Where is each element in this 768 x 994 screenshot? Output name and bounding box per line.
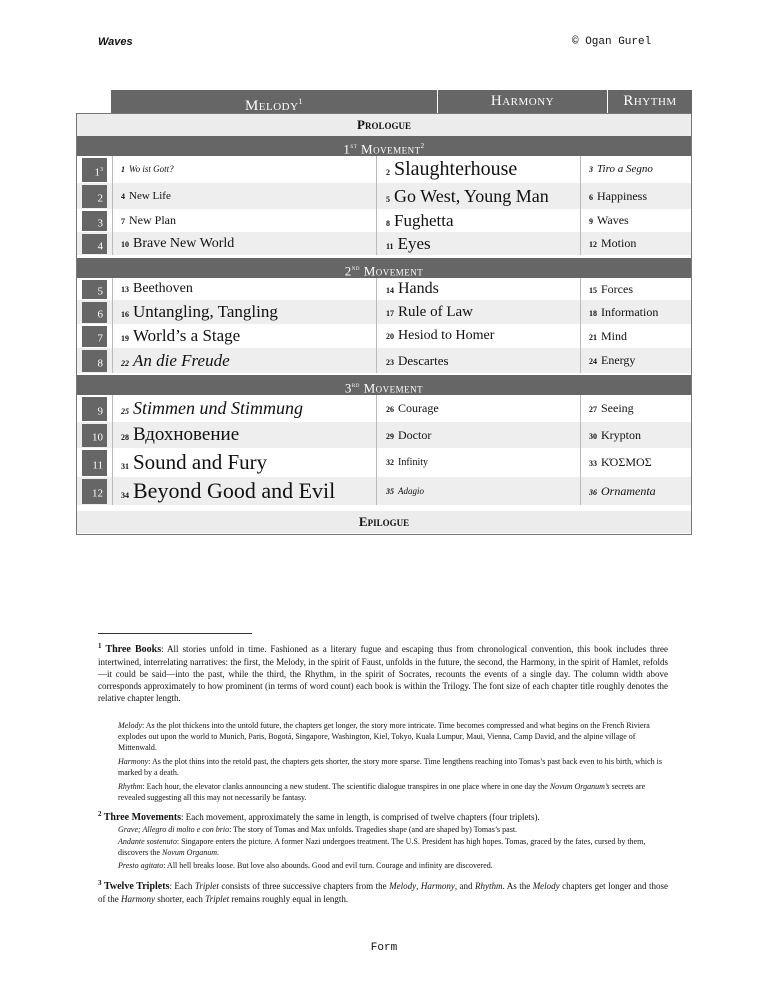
harmony-chapter: 11 Eyes xyxy=(386,234,431,253)
table-body xyxy=(76,113,692,535)
column-divider xyxy=(580,156,581,255)
melody-chapter: 22 An die Freude xyxy=(121,351,230,370)
triplet-number: $1^3$ xyxy=(82,158,107,182)
column-header-rhythm: Rhythm xyxy=(623,93,677,109)
rhythm-chapter: 24 Energy xyxy=(589,353,636,367)
movement-band-1: 1st Movement$^2$ xyxy=(77,136,691,156)
column-header-harmony: Harmony xyxy=(490,93,555,109)
table-row xyxy=(77,324,691,348)
triplet-number: 12 xyxy=(82,479,107,504)
triplet-number: 9 xyxy=(82,397,107,421)
chapter-table xyxy=(76,88,692,534)
column-divider xyxy=(112,395,113,505)
harmony-chapter: 26 Courage xyxy=(386,401,439,415)
rhythm-chapter: 21 Mind xyxy=(589,329,628,343)
triplet-number: 3 xyxy=(82,211,107,231)
table-row xyxy=(77,395,691,422)
column-header-melody: Melody$^1$ xyxy=(244,97,304,114)
melody-chapter: 1 Wo ist Gott? xyxy=(121,164,174,174)
table-row xyxy=(77,422,691,448)
epilogue-band: Epilogue xyxy=(77,511,691,533)
table-row xyxy=(77,183,691,209)
melody-chapter: 7 New Plan xyxy=(121,213,176,227)
melody-chapter: 25 Stimmen und Stimmung xyxy=(121,398,303,418)
rhythm-chapter: 33 ΚΌΣΜΟΣ xyxy=(589,455,652,469)
rhythm-chapter: 9 Waves xyxy=(589,213,629,227)
column-divider xyxy=(376,278,377,373)
harmony-chapter: 35 Adagio xyxy=(386,486,424,496)
column-divider xyxy=(580,395,581,505)
triplet-number: 2 xyxy=(82,185,107,208)
triplet-number: 6 xyxy=(82,302,107,323)
table-row xyxy=(77,348,691,373)
table-row xyxy=(77,156,691,183)
column-header-bar xyxy=(111,90,692,113)
table-row xyxy=(77,448,691,477)
melody-chapter: 10 Brave New World xyxy=(121,236,235,251)
rhythm-chapter: 18 Information xyxy=(589,305,659,319)
rhythm-chapter: 27 Seeing xyxy=(589,401,634,415)
footnote-3: $^3$ Twelve Triplets: Each Triplet consists of three successive chapters from the Melody, Harmony, and Rhythm. As the Melody chapters get longer and those of the Harmony shorter, each Triplet remains roughly equal in length. xyxy=(98,879,668,904)
running-header-title: Waves xyxy=(98,36,133,48)
table-row xyxy=(77,278,691,300)
table-row xyxy=(77,300,691,324)
rhythm-chapter: 15 Forces xyxy=(589,282,633,296)
harmony-chapter: 2 Slaughterhouse xyxy=(386,158,518,180)
column-divider xyxy=(580,278,581,373)
triplet-number: 11 xyxy=(82,450,107,476)
rhythm-chapter: 12 Motion xyxy=(589,236,637,250)
table-row xyxy=(77,209,691,232)
column-divider xyxy=(112,278,113,373)
footnote-2-line3: Presto agitato: All hell breaks loose. But love also abounds. Good and evil turn. Courage and infinity are discovered. xyxy=(118,861,493,870)
footnote-rule xyxy=(98,633,252,634)
harmony-chapter: 14 Hands xyxy=(386,280,439,297)
rhythm-chapter: 6 Happiness xyxy=(589,189,647,203)
running-header-copyright: © Ogan Gurel xyxy=(572,36,652,48)
harmony-chapter: 23 Descartes xyxy=(386,353,449,368)
page-footer: Form xyxy=(370,942,398,954)
melody-chapter: 16 Untangling, Tangling xyxy=(121,302,278,321)
footnote-1-melody: Melody: As the plot thickens into the untold future, the chapters get longer, the story more intricate. Time becomes compressed and what begins on the French Riviera explodes out upon the world to Munich, Paris, Bogotá, Singapore, Washington, Kiel, Tokyo, Kuala Lumpur, Maui, Vienna, Camp David, and the alpine village of Mittenwald. xyxy=(118,721,650,752)
footnote-1: $^1$ Three Books: All stories unfold in time. Fashioned as a literary fugue and escaping thus from chronological convention, this book includes three intertwined, interrelating narratives: the first, the Melody, in the spirit of Faust, unfolds in the future, the second, the Harmony, in the spirit of Hamlet, refolds—it could be said—into the past, while the third, the Rhythm, in the spirit of Socrates, recounts the events of a single day. The column width above corresponds approximately to how prominent (in terms of word count) each book is within the Trilogy. The font size of each chapter title roughly denotes the relative chapter length. xyxy=(98,642,669,703)
melody-chapter: 28 Вдохновение xyxy=(121,424,240,445)
table-row xyxy=(77,477,691,505)
harmony-chapter: 8 Fughetta xyxy=(386,211,454,230)
melody-chapter: 4 New Life xyxy=(121,190,171,202)
triplet-number: 8 xyxy=(82,350,107,372)
rhythm-chapter: 30 Krypton xyxy=(589,428,641,442)
movement-band-3: 3rd Movement xyxy=(77,375,691,395)
footnote-2: $^2$ Three Movements: Each movement, approximately the same in length, is comprised of twelve chapters (four triplets). xyxy=(98,810,540,823)
harmony-chapter: 32 Infinity xyxy=(386,457,428,468)
melody-chapter: 19 World’s a Stage xyxy=(121,326,241,345)
harmony-chapter: 20 Hesiod to Homer xyxy=(386,328,495,343)
footnote-1-harmony: Harmony: As the plot thins into the retold past, the chapters gets shorter, the story more sparse. Time lengthens reaching into Tomas’s past back even to his birth, which is marked by a death. xyxy=(118,757,662,777)
triplet-number: 4 xyxy=(82,234,107,254)
harmony-chapter: 17 Rule of Law xyxy=(386,304,473,320)
triplet-number: 5 xyxy=(82,280,107,299)
melody-chapter: 34 Beyond Good and Evil xyxy=(121,478,336,503)
harmony-chapter: 5 Go West, Young Man xyxy=(386,186,549,206)
melody-chapter: 31 Sound and Fury xyxy=(121,450,268,474)
triplet-number: 7 xyxy=(82,326,107,347)
rhythm-chapter: 3 Tiro a Segno xyxy=(589,163,653,175)
rhythm-chapter: 36 Ornamenta xyxy=(589,484,656,498)
footnote-2-line2: Andante sostenuto: Singapore enters the picture. A former Nazi undergoes treatment. The U.S. President has high hopes. Tomas, graced by the fates, cursed by them, discovers the Novum Organum. xyxy=(118,837,646,857)
footnote-1-rhythm: Rhythm: Each hour, the elevator clanks announcing a new student. The scientific dialogue transpires in one place where in one day the Novum Organum’s secrets are revealed suggesting all this may not necessarily be fantasy. xyxy=(118,782,646,802)
footnote-2-line1: Grave; Allegro di molto e con brio: The story of Tomas and Max unfolds. Tragedies shape (and are shaped by) Tomas’s past. xyxy=(118,825,518,834)
melody-chapter: 13 Beethoven xyxy=(121,281,193,296)
triplet-number: 10 xyxy=(82,424,107,447)
column-divider xyxy=(112,156,113,255)
column-divider xyxy=(376,395,377,505)
harmony-chapter: 29 Doctor xyxy=(386,428,432,442)
movement-band-2: 2nd Movement xyxy=(77,258,691,278)
column-divider xyxy=(376,156,377,255)
table-row xyxy=(77,232,691,255)
prologue-band: Prologue xyxy=(77,114,691,136)
